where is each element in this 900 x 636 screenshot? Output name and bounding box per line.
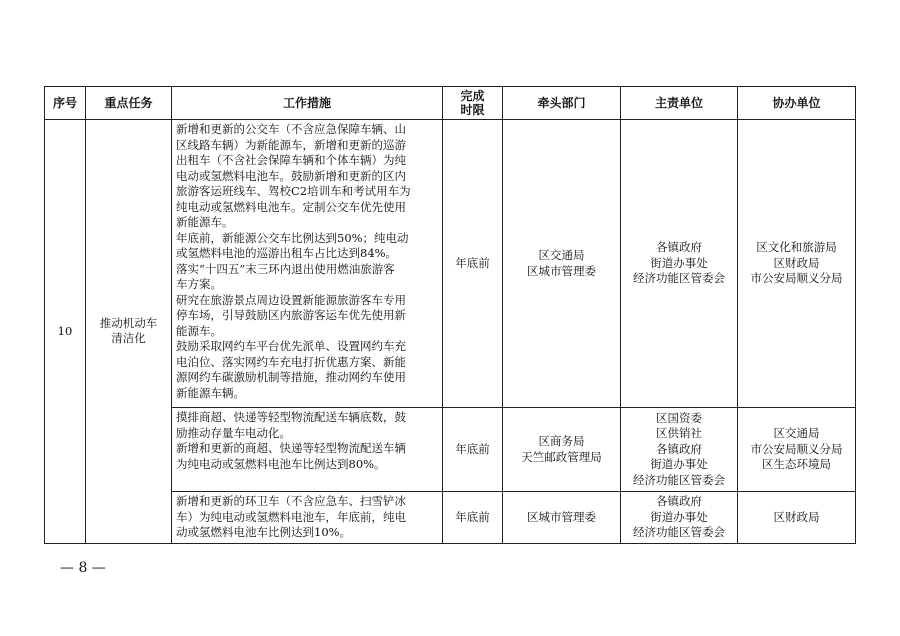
measure-line: 新增和更新的公交车（不含应急保障车辆、山 (176, 122, 406, 136)
measures-cell (172, 492, 443, 544)
measure-line: 落实“十四五”末三环内退出使用燃油旅游客 (176, 261, 395, 276)
lead-dept-line: 区城市管理委 (527, 509, 596, 524)
responsible-unit-line: 各镇政府 (656, 441, 702, 456)
responsible-unit-line: 各镇政府 (656, 240, 702, 255)
responsible-unit-line: 经济功能区管委会 (633, 271, 725, 286)
header-assisting-unit: 协办单位 (738, 87, 856, 120)
measure-line: 新增和更新的环卫车（不含应急车、扫雪铲冰 (176, 494, 406, 508)
measure-line: 区线路车辆）为新能源车，新增和更新的巡游 (176, 137, 406, 152)
assisting-unit-line: 市公安局顺义分局 (750, 441, 843, 456)
measure-line: 研究在旅游景点周边设置新能源旅游客车专用 (176, 292, 406, 307)
header-deadline-line: 完成 (460, 89, 485, 103)
table-row (45, 120, 856, 408)
responsible-unit-line: 经济功能区管委会 (633, 472, 725, 487)
assisting-unit-line: 市公安局顺义分局 (750, 271, 843, 286)
header-serial: 序号 (45, 87, 86, 120)
header-measures: 工作措施 (172, 87, 443, 120)
header-deadline (443, 87, 503, 120)
measure-line: 新能源车辆。 (176, 385, 245, 400)
measure-line: 停车场，引导鼓励区内旅游客运车优先使用新 (176, 308, 406, 322)
responsible-unit-line: 街道办事处 (650, 509, 708, 524)
key-task-line: 清洁化 (111, 331, 146, 346)
measure-line: 或氢燃料电池的巡游出租车占比达到84%。 (176, 246, 398, 260)
lead-dept-line: 区交通局 (538, 248, 585, 262)
responsible-unit-cell (621, 120, 738, 408)
assisting-unit-line: 区文化和旅游局 (756, 240, 837, 255)
measure-line: 新能源车。 (176, 215, 234, 229)
responsible-unit-line: 街道办事处 (650, 255, 708, 270)
assisting-unit-cell (738, 120, 856, 408)
measure-line: 摸排商超、快递等轻型物流配送车辆底数，鼓 (176, 410, 406, 424)
responsible-unit-cell (621, 408, 738, 492)
responsible-unit-line: 各镇政府 (656, 494, 702, 508)
lead-dept-line: 区商务局 (538, 434, 585, 448)
measure-line: 源网约车碳激励机制等措施，推动网约车使用 (176, 370, 406, 384)
key-task-cell (86, 120, 172, 544)
measure-line: 车）为纯电动或氢燃料电池车，年底前，纯电 (176, 509, 406, 524)
assisting-unit-line: 区财政局 (773, 509, 820, 524)
row-serial-number: 10 (45, 120, 86, 544)
measure-line: 电泊位、落实网约车充电打折优惠方案、新能 (176, 354, 406, 369)
measure-line: 旅游客运班线车、驾校C2培训车和考试用车为 (176, 184, 411, 198)
assisting-unit-line: 区生态环境局 (762, 457, 831, 472)
header-deadline-line: 时限 (460, 103, 485, 117)
lead-dept-line: 天竺邮政管理局 (521, 449, 602, 464)
lead-dept-line: 区城市管理委 (527, 263, 596, 278)
responsible-unit-line: 经济功能区管委会 (633, 525, 725, 539)
responsible-unit-line: 区供销社 (656, 426, 702, 441)
measures-cell (172, 408, 443, 492)
measure-line: 车方案。 (176, 277, 222, 291)
measure-line: 鼓励采取网约车平台优先派单、设置网约车充 (176, 339, 406, 353)
measures-cell (172, 120, 443, 408)
assisting-unit-line: 区交通局 (773, 426, 820, 441)
header-row (45, 87, 856, 120)
measure-line: 电动或氢燃料电池车。鼓励新增和更新的区内 (176, 168, 406, 183)
task-table (44, 86, 856, 544)
responsible-unit-line: 街道办事处 (650, 457, 708, 472)
measure-line: 能源车。 (176, 323, 222, 338)
responsible-unit-cell (621, 492, 738, 544)
assisting-unit-line: 区财政局 (773, 255, 820, 270)
measure-line: 励推动存量车电动化。 (176, 425, 291, 440)
deadline-cell: 年底前 (443, 408, 503, 492)
assisting-unit-cell (738, 492, 856, 544)
deadline-cell: 年底前 (443, 120, 503, 408)
lead-dept-cell (503, 120, 621, 408)
assisting-unit-cell (738, 408, 856, 492)
measure-line: 出租车（不含社会保障车辆和个体车辆）为纯 (176, 153, 406, 167)
header-responsible-unit: 主责单位 (621, 87, 738, 120)
deadline-cell: 年底前 (443, 492, 503, 544)
measure-line: 纯电动或氢燃料电池车。定制公交车优先使用 (176, 199, 406, 214)
lead-dept-cell (503, 408, 621, 492)
header-task: 重点任务 (86, 87, 172, 120)
measure-line: 年底前，新能源公交车比例达到50%；纯电动 (176, 230, 409, 245)
measure-line: 为纯电动或氢燃料电池车比例达到80%。 (176, 456, 386, 471)
measure-line: 新增和更新的商超、快递等轻型物流配送车辆 (176, 441, 406, 455)
page-number: — 8 — (60, 560, 106, 576)
lead-dept-cell (503, 492, 621, 544)
key-task-line: 推动机动车 (99, 315, 158, 330)
header-lead-dept: 牵头部门 (503, 87, 621, 120)
responsible-unit-line: 区国资委 (656, 410, 702, 425)
measure-line: 动或氢燃料电池车比例达到10%。 (176, 525, 352, 539)
